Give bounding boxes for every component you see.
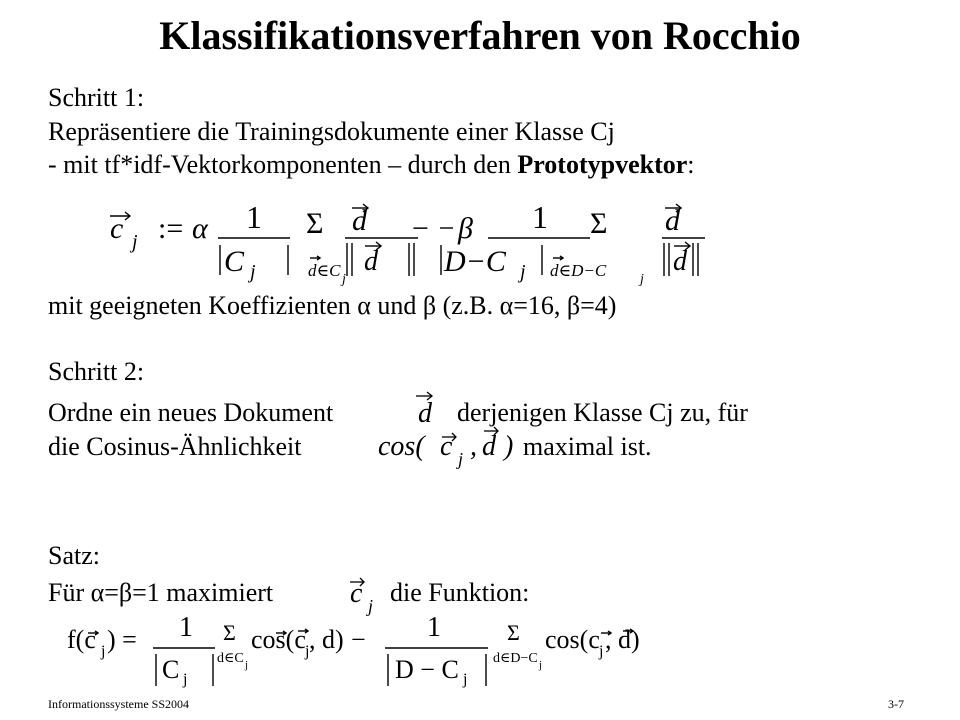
theorem-line-b: die Funktion:: [390, 578, 530, 607]
theorem-heading: Satz:: [48, 541, 100, 570]
document-vector-inline: [412, 390, 442, 428]
svg-text:cos(c: cos(c: [251, 625, 306, 654]
svg-text:Σ: Σ: [223, 620, 236, 645]
step1-line1: Repräsentiere die Trainingsdokumente einer Klasse Cj: [48, 117, 615, 146]
step1-line2: [48, 150, 695, 180]
svg-text:d: d: [665, 204, 680, 237]
objective-function-formula: [65, 606, 665, 690]
svg-text:d∈C: d∈C: [308, 261, 341, 280]
svg-text:1: 1: [532, 199, 548, 235]
svg-text:j: j: [305, 643, 310, 660]
svg-text:j: j: [368, 596, 374, 616]
svg-text:j: j: [539, 659, 543, 671]
svg-text:j: j: [132, 231, 138, 253]
svg-text:D − C: D − C: [395, 655, 459, 684]
svg-text:β: β: [458, 212, 473, 245]
prototype-vector-formula: [100, 188, 710, 288]
svg-text:1: 1: [427, 612, 441, 643]
svg-text:cos(c: cos(c: [545, 625, 600, 654]
coefficients-line: mit geeigneten Koeffizienten α und β (z.B. α=16, β=4): [48, 291, 617, 320]
svg-text:−: −: [412, 212, 429, 245]
svg-text:1: 1: [246, 199, 262, 235]
step2-line1-b: derjenigen Klasse Cj zu, für: [457, 398, 748, 427]
svg-text:1: 1: [179, 612, 193, 643]
svg-text:Σ: Σ: [590, 207, 608, 240]
cosine-similarity-inline: [376, 425, 518, 469]
svg-text:d: d: [352, 204, 367, 237]
theorem-line-a: Für α=β=1 maximiert: [48, 578, 274, 607]
svg-text:d: d: [482, 431, 496, 462]
svg-text:d∈C: d∈C: [217, 651, 244, 666]
step2-line2-a: die Cosinus-Ähnlichkeit: [48, 432, 302, 461]
svg-text:j: j: [463, 671, 468, 688]
svg-text:j: j: [458, 449, 464, 469]
step1-line2-prefix: - mit tf*idf-Vektorkomponenten – durch den: [48, 150, 518, 179]
svg-text:): ): [504, 431, 514, 462]
step2-line1-a: Ordne ein neues Dokument: [48, 398, 334, 427]
svg-text:, d): , d): [309, 625, 344, 654]
svg-text:C: C: [162, 655, 180, 684]
svg-text:f(c: f(c: [67, 625, 96, 654]
svg-text:−: −: [351, 625, 366, 654]
step2-heading: Schritt 2:: [48, 357, 145, 386]
svg-text:Σ: Σ: [306, 207, 324, 240]
svg-text:j: j: [245, 659, 249, 671]
footer-page-number: 3-7: [888, 697, 904, 711]
svg-text:j: j: [183, 671, 188, 688]
svg-text:) =: ) =: [107, 625, 137, 654]
svg-text:d: d: [364, 246, 378, 277]
svg-text:d: d: [418, 398, 432, 429]
svg-text:c: c: [350, 578, 363, 609]
svg-text:j: j: [520, 261, 526, 283]
svg-text:D−C: D−C: [444, 245, 506, 278]
svg-text:j: j: [101, 643, 106, 660]
svg-text:j: j: [250, 261, 256, 283]
footer-course: Informationssysteme SS2004: [48, 697, 189, 711]
svg-text:cos(: cos(: [378, 431, 425, 462]
svg-text:Σ: Σ: [507, 620, 520, 645]
svg-text:d: d: [673, 246, 687, 277]
svg-text:α: α: [192, 212, 208, 245]
svg-text::=: :=: [158, 212, 184, 245]
svg-text:, d): , d): [605, 625, 640, 654]
slide-title: Klassifikationsverfahren von Rocchio: [159, 13, 801, 58]
prototype-vector-term: Prototypvektor: [517, 150, 688, 179]
svg-text:j: j: [640, 272, 644, 287]
svg-text:c: c: [110, 212, 124, 245]
svg-text:j: j: [342, 272, 346, 287]
step1-line2-suffix: :: [687, 150, 695, 179]
svg-text:d∈D−C: d∈D−C: [493, 651, 538, 666]
svg-text:c: c: [440, 431, 453, 462]
step2-line2-b: maximal ist.: [523, 432, 652, 461]
svg-text:,: ,: [470, 431, 477, 462]
svg-text:C: C: [224, 245, 245, 278]
step1-heading: Schritt 1:: [48, 83, 145, 112]
svg-text:d∈D−C: d∈D−C: [550, 261, 607, 280]
svg-text:j: j: [599, 643, 604, 660]
